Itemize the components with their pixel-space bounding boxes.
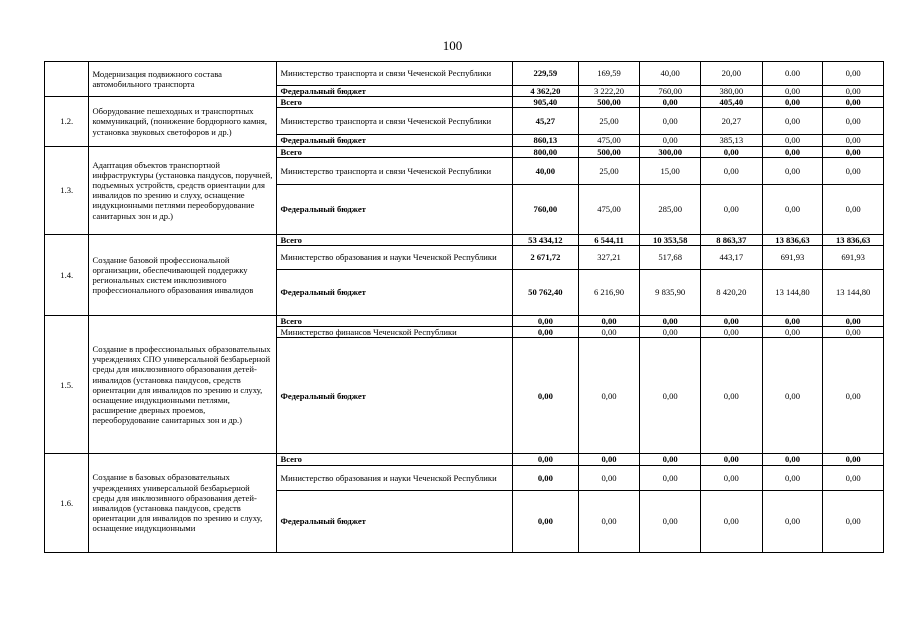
table-row	[45, 62, 884, 86]
year-value: 8 863,37	[701, 234, 763, 245]
year-value: 691,93	[823, 246, 884, 270]
row-number: 1.6.	[45, 454, 89, 552]
table-row	[45, 454, 884, 465]
year-value: 0,00	[578, 316, 640, 327]
year-value: 0,00	[762, 327, 823, 338]
funding-source: Федеральный бюджет	[277, 86, 513, 97]
year-value: 0.00	[762, 62, 823, 86]
row-number: 1.4.	[45, 234, 89, 315]
page-number: 100	[442, 38, 463, 53]
year-value: 6 216,90	[578, 270, 640, 316]
year-value: 300,00	[640, 146, 701, 157]
year-value: 0,00	[823, 184, 884, 234]
funding-source: Всего	[277, 234, 513, 245]
year-value: 15,00	[640, 157, 701, 184]
year-value: 0,00	[762, 97, 823, 108]
table-row	[45, 97, 884, 108]
year-value: 405,40	[701, 97, 763, 108]
total-value: 0,00	[513, 338, 579, 454]
measure-name: Создание в профессиональных образовательных учреждениях СПО универсальной безбарьерной среды для инклюзивного образования детей-инвалидов (установка пандусов, средств ориентации для инвалидов по зрению и слуху, оснащение индукционными петлями, расширение дверных проемов, переоборудование санитарных зон и др.)	[89, 316, 277, 454]
year-value: 0,00	[701, 184, 763, 234]
year-value: 0,00	[701, 454, 763, 465]
year-value: 0,00	[640, 465, 701, 490]
row-number: 1.2.	[45, 97, 89, 146]
year-value: 0,00	[823, 146, 884, 157]
year-value: 0,00	[762, 490, 823, 552]
year-value: 0,00	[640, 490, 701, 552]
year-value: 0,00	[823, 157, 884, 184]
total-value: 2 671,72	[513, 246, 579, 270]
table-row	[45, 234, 884, 245]
year-value: 0,00	[640, 135, 701, 146]
year-value: 0,00	[762, 157, 823, 184]
year-value: 20,27	[701, 108, 763, 135]
year-value: 0,00	[701, 465, 763, 490]
year-value: 0,00	[762, 316, 823, 327]
year-value: 13 144,80	[762, 270, 823, 316]
funding-source: Федеральный бюджет	[277, 184, 513, 234]
year-value: 385,13	[701, 135, 763, 146]
funding-source: Всего	[277, 146, 513, 157]
year-value: 9 835,90	[640, 270, 701, 316]
year-value: 500,00	[578, 97, 640, 108]
year-value: 500,00	[578, 146, 640, 157]
year-value: 380,00	[701, 86, 763, 97]
total-value: 53 434,12	[513, 234, 579, 245]
total-value: 760,00	[513, 184, 579, 234]
year-value: 0,00	[640, 327, 701, 338]
total-value: 45,27	[513, 108, 579, 135]
year-value: 0,00	[762, 465, 823, 490]
year-value: 6 544,11	[578, 234, 640, 245]
total-value: 50 762,40	[513, 270, 579, 316]
funding-source: Федеральный бюджет	[277, 490, 513, 552]
total-value: 0,00	[513, 316, 579, 327]
year-value: 0,00	[823, 108, 884, 135]
year-value: 0,00	[701, 146, 763, 157]
year-value: 475,00	[578, 135, 640, 146]
row-number	[45, 62, 89, 97]
year-value: 25,00	[578, 108, 640, 135]
table-row	[45, 316, 884, 327]
funding-source: Всего	[277, 97, 513, 108]
measure-name: Адаптация объектов транспортной инфраструктуры (установка пандусов, поручней, подъемных устройств, средств ориентации для инвалидов по зрению и слуху, оснащение индукционными петлями переоборудование санитарных зон и др.)	[89, 146, 277, 234]
funding-source: Министерство финансов Чеченской Республики	[277, 327, 513, 338]
year-value: 0,00	[762, 454, 823, 465]
funding-source: Всего	[277, 454, 513, 465]
year-value: 0,00	[578, 465, 640, 490]
year-value: 25,00	[578, 157, 640, 184]
total-value: 905,40	[513, 97, 579, 108]
measure-name: Модернизация подвижного состава автомобильного транспорта	[89, 62, 277, 97]
total-value: 229,59	[513, 62, 579, 86]
year-value: 443,17	[701, 246, 763, 270]
year-value: 0,00	[640, 338, 701, 454]
row-number: 1.5.	[45, 316, 89, 454]
year-value: 0,00	[701, 490, 763, 552]
year-value: 0,00	[762, 135, 823, 146]
funding-source: Министерство транспорта и связи Чеченской Республики	[277, 108, 513, 135]
year-value: 0,00	[823, 135, 884, 146]
year-value: 0,00	[578, 327, 640, 338]
year-value: 0,00	[701, 338, 763, 454]
funding-source: Федеральный бюджет	[277, 338, 513, 454]
funding-source: Федеральный бюджет	[277, 135, 513, 146]
year-value: 760,00	[640, 86, 701, 97]
total-value: 0,00	[513, 327, 579, 338]
year-value: 3 222,20	[578, 86, 640, 97]
year-value: 0,00	[578, 490, 640, 552]
total-value: 4 362,20	[513, 86, 579, 97]
year-value: 13 836,63	[823, 234, 884, 245]
year-value: 0,00	[762, 184, 823, 234]
year-value: 0,00	[578, 338, 640, 454]
funding-source: Федеральный бюджет	[277, 270, 513, 316]
year-value: 0,00	[701, 316, 763, 327]
budget-table	[44, 61, 884, 553]
year-value: 0,00	[823, 97, 884, 108]
year-value: 517,68	[640, 246, 701, 270]
funding-source: Министерство образования и науки Чеченской Республики	[277, 465, 513, 490]
year-value: 0,00	[823, 490, 884, 552]
funding-source: Министерство транспорта и связи Чеченской Республики	[277, 62, 513, 86]
measure-name: Создание базовой профессиональной организации, обеспечивающей поддержку региональных систем инклюзивного профессионального образования инвалидов	[89, 234, 277, 315]
year-value: 0,00	[640, 108, 701, 135]
year-value: 0,00	[640, 97, 701, 108]
row-number: 1.3.	[45, 146, 89, 234]
year-value: 0,00	[762, 86, 823, 97]
year-value: 0,00	[823, 327, 884, 338]
year-value: 475,00	[578, 184, 640, 234]
year-value: 0,00	[823, 338, 884, 454]
year-value: 0,00	[762, 146, 823, 157]
year-value: 0,00	[823, 316, 884, 327]
total-value: 0,00	[513, 454, 579, 465]
year-value: 40,00	[640, 62, 701, 86]
year-value: 0,00	[578, 454, 640, 465]
total-value: 40,00	[513, 157, 579, 184]
year-value: 169,59	[578, 62, 640, 86]
total-value: 860,13	[513, 135, 579, 146]
year-value: 0,00	[823, 62, 884, 86]
measure-name: Создание в базовых образовательных учреждениях универсальной безбарьерной среды для инклюзивного образования детей-инвалидов (установка пандусов, средств ориентации для инвалидов по зрению и слуху, оснащение индукционными	[89, 454, 277, 552]
table-row	[45, 146, 884, 157]
total-value: 0,00	[513, 490, 579, 552]
year-value: 0,00	[823, 86, 884, 97]
year-value: 691,93	[762, 246, 823, 270]
year-value: 0,00	[701, 327, 763, 338]
year-value: 327,21	[578, 246, 640, 270]
year-value: 20,00	[701, 62, 763, 86]
year-value: 13 836,63	[762, 234, 823, 245]
measure-name: Оборудование пешеходных и транспортных коммуникаций, (понижение бордюрного камня, установка звуковых светофоров и др.)	[89, 97, 277, 146]
year-value: 0,00	[823, 454, 884, 465]
year-value: 0,00	[640, 316, 701, 327]
year-value: 0,00	[701, 157, 763, 184]
year-value: 285,00	[640, 184, 701, 234]
year-value: 13 144,80	[823, 270, 884, 316]
year-value: 8 420,20	[701, 270, 763, 316]
total-value: 800,00	[513, 146, 579, 157]
year-value: 0,00	[823, 465, 884, 490]
year-value: 10 353,58	[640, 234, 701, 245]
funding-source: Министерство образования и науки Чеченской Республики	[277, 246, 513, 270]
year-value: 0,00	[762, 108, 823, 135]
total-value: 0,00	[513, 465, 579, 490]
year-value: 0,00	[762, 338, 823, 454]
funding-source: Министерство транспорта и связи Чеченской Республики	[277, 157, 513, 184]
funding-source: Всего	[277, 316, 513, 327]
year-value: 0,00	[640, 454, 701, 465]
